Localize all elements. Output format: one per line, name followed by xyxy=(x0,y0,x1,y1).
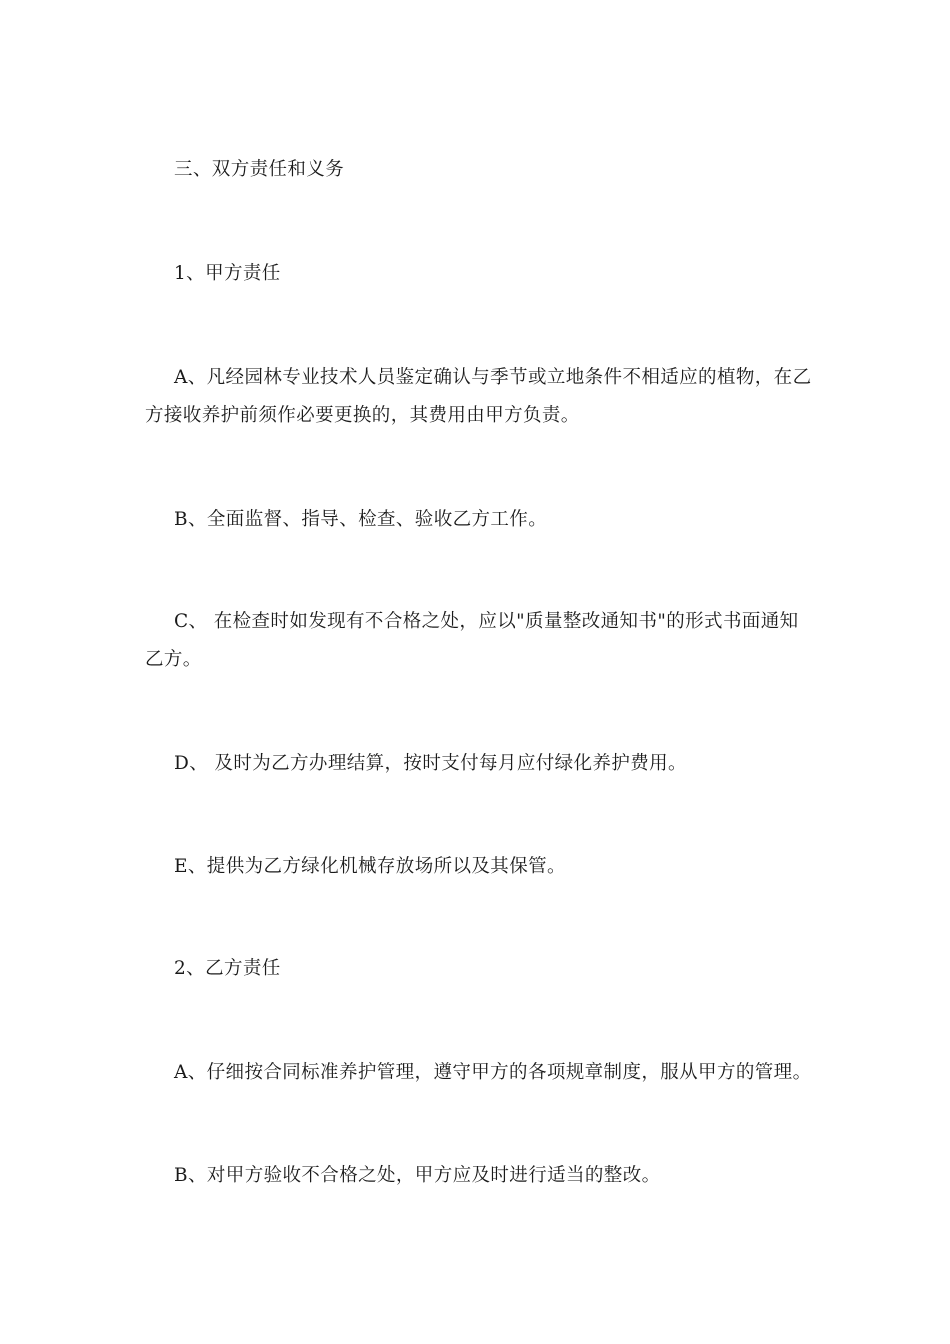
paragraph-party-a-item-c: C、 在检查时如发现有不合格之处，应以"质量整改通知书"的形式书面通知乙方。 xyxy=(145,611,799,670)
paragraph-party-a-item-b: B、全面监督、指导、检查、验收乙方工作。 xyxy=(174,509,548,530)
paragraph-party-a-item-a: A、凡经园林专业技术人员鉴定确认与季节或立地条件不相适应的植物，在乙方接收养护前须作必要更换的，其费用由甲方负责。 xyxy=(145,367,812,426)
section-heading: 三、双方责任和义务 xyxy=(174,159,345,180)
paragraph-party-a-item-e: E、提供为乙方绿化机械存放场所以及其保管。 xyxy=(174,856,566,877)
paragraph-party-b-item-a: A、仔细按合同标准养护管理，遵守甲方的各项规章制度，服从甲方的管理。 xyxy=(174,1062,812,1083)
subsection-heading-party-b: 2、乙方责任 xyxy=(174,958,281,979)
paragraph-party-a-item-d: D、 及时为乙方办理结算，按时支付每月应付绿化养护费用。 xyxy=(174,753,687,774)
paragraph-party-b-item-b: B、对甲方验收不合格之处，甲方应及时进行适当的整改。 xyxy=(174,1165,661,1186)
subsection-heading-party-a: 1、甲方责任 xyxy=(174,263,281,284)
